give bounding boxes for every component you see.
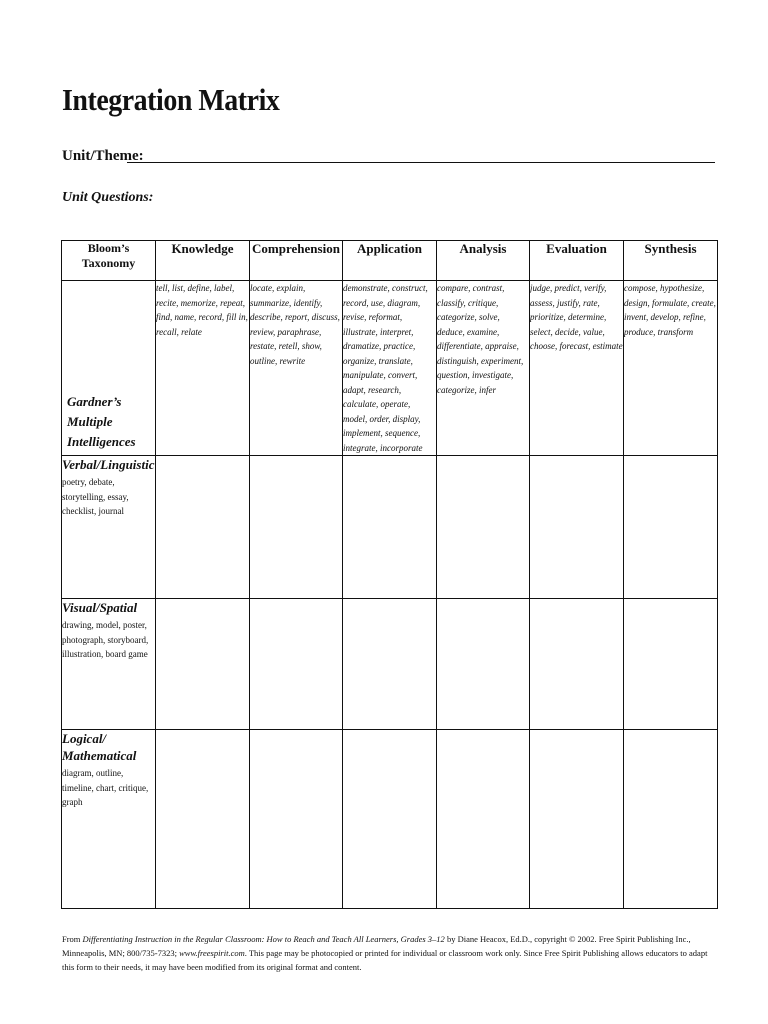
unit-theme-line xyxy=(127,162,715,163)
intelligence-logical-mathematical xyxy=(62,730,156,909)
matrix-cell[interactable] xyxy=(530,730,624,909)
matrix-cell[interactable] xyxy=(343,456,437,599)
matrix-cell[interactable] xyxy=(437,599,530,730)
column-header-analysis: Analysis xyxy=(437,241,530,281)
row-visual-spatial xyxy=(62,599,718,730)
verbs-application: demonstrate, construct, record, use, diagram, revise, reformat, illustrate, interpret, dramatize, practice, organize, translate, manipulate, convert, adapt, research, calculate, operate, model, order, display, implement, sequence, integrate, incorporate xyxy=(343,281,437,456)
verbs-evaluation: judge, predict, verify, assess, justify, rate, prioritize, determine, select, decide, value, choose, forecast, estimate xyxy=(530,281,624,456)
column-header-comprehension: Comprehension xyxy=(250,241,343,281)
footer-mid: by Diane Heacox, Ed.D., copyright © 2002. Free Spirit Publishing Inc., Minneapolis, MN; 800/735-7323; xyxy=(62,934,691,958)
gardner-label xyxy=(67,392,155,452)
intelligence-name: Verbal/Linguistic xyxy=(62,457,155,472)
intelligence-verbal-linguistic xyxy=(62,456,156,599)
intelligence-description: diagram, outline, timeline, chart, critique, graph xyxy=(62,768,149,807)
matrix-cell[interactable] xyxy=(156,456,250,599)
footer-url: www.freespirit.com xyxy=(179,948,245,958)
intelligence-visual-spatial xyxy=(62,599,156,730)
matrix-cell[interactable] xyxy=(437,730,530,909)
gardner-label-line2: Intelligences xyxy=(67,434,136,449)
intelligence-description: poetry, debate, storytelling, essay, checklist, journal xyxy=(62,477,129,516)
matrix-cell[interactable] xyxy=(343,599,437,730)
footer-prefix: From xyxy=(62,934,83,944)
matrix-cell[interactable] xyxy=(530,456,624,599)
intelligence-name xyxy=(62,730,155,764)
matrix-cell[interactable] xyxy=(624,456,718,599)
verbs-knowledge: tell, list, define, label, recite, memorize, repeat, find, name, record, fill in, recall, relate xyxy=(156,281,250,456)
column-header-knowledge: Knowledge xyxy=(156,241,250,281)
verbs-row xyxy=(62,281,718,456)
matrix-cell[interactable] xyxy=(250,456,343,599)
matrix-cell[interactable] xyxy=(530,599,624,730)
row-verbal-linguistic xyxy=(62,456,718,599)
gardner-label-cell xyxy=(62,281,156,456)
matrix-cell[interactable] xyxy=(624,730,718,909)
copyright-footer xyxy=(62,932,714,974)
intelligence-description: drawing, model, poster, photograph, storyboard, illustration, board game xyxy=(62,620,149,659)
header-row xyxy=(62,241,718,281)
footer-book-title: Differentiating Instruction in the Regular Classroom: How to Reach and Teach All Learners, Grades 3–12 xyxy=(82,934,445,944)
footer-suffix: . This page may be photocopied or printed for individual or classroom work only. Since Free Spirit Publishing allows educators to adapt this form to their needs, it may have been modified from its original format and content. xyxy=(62,948,708,972)
unit-questions-label: Unit Questions: xyxy=(62,190,154,205)
matrix-cell[interactable] xyxy=(624,599,718,730)
intelligence-name-line1: Logical/ xyxy=(62,731,107,746)
intelligence-name-line2: Mathematical xyxy=(62,748,137,763)
matrix-cell[interactable] xyxy=(343,730,437,909)
integration-matrix-table xyxy=(61,240,718,909)
verbs-comprehension: locate, explain, summarize, identify, describe, report, discuss, review, paraphrase, restate, retell, show, outline, rewrite xyxy=(250,281,343,456)
column-header-synthesis: Synthesis xyxy=(624,241,718,281)
matrix-cell[interactable] xyxy=(250,730,343,909)
matrix-cell[interactable] xyxy=(437,456,530,599)
matrix-cell[interactable] xyxy=(156,599,250,730)
verbs-synthesis: compose, hypothesize, design, formulate, create, invent, develop, refine, produce, transform xyxy=(624,281,718,456)
column-header-application: Application xyxy=(343,241,437,281)
gardner-label-line1: Gardner’s Multiple xyxy=(67,394,122,429)
verbs-analysis: compare, contrast, classify, critique, categorize, solve, deduce, examine, differentiate, appraise, distinguish, experiment, question, investigate, categorize, infer xyxy=(437,281,530,456)
blooms-taxonomy-header: Bloom’s Taxonomy xyxy=(62,241,156,281)
intelligence-name: Visual/Spatial xyxy=(62,600,138,615)
matrix-cell[interactable] xyxy=(156,730,250,909)
page-title: Integration Matrix xyxy=(62,82,280,117)
matrix-cell[interactable] xyxy=(250,599,343,730)
column-header-evaluation: Evaluation xyxy=(530,241,624,281)
row-logical-mathematical xyxy=(62,730,718,909)
unit-theme-label: Unit/Theme: xyxy=(62,148,144,164)
